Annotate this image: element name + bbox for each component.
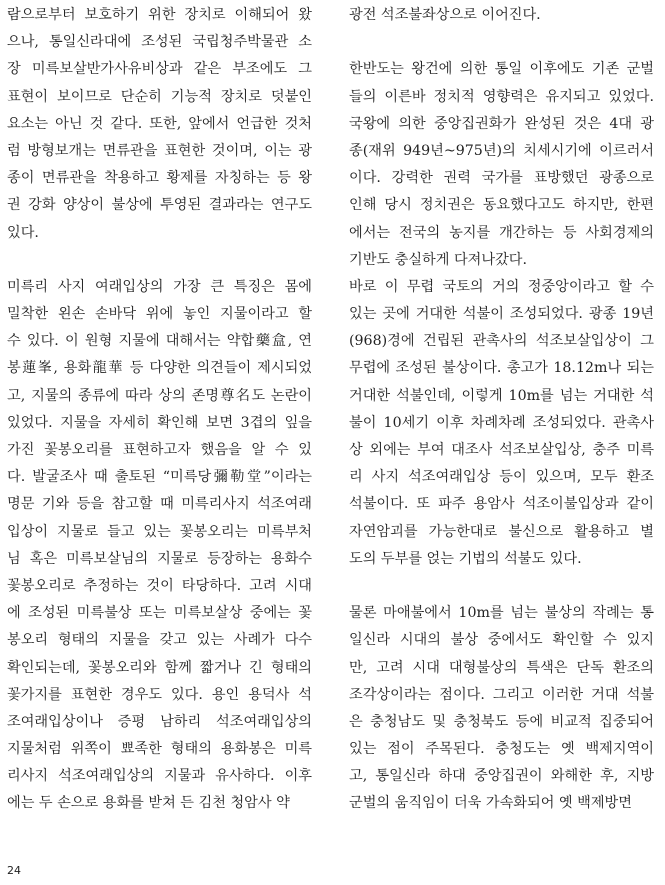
text-line: 군벌의 움직임이 더욱 가속화되어 옛 백제방면 bbox=[349, 795, 632, 812]
text-line: 리사지 석조여래입상의 지물과 유사하다. 이후 bbox=[7, 768, 312, 785]
text-line: 에서는 전국의 농지를 개간하는 등 사회경제의 bbox=[349, 224, 654, 241]
text-line: 님 혹은 미륵보살님의 지물로 등장하는 용화수 bbox=[7, 550, 312, 567]
text-line: 이다. 강력한 권력 국가를 표방했던 광종으로 bbox=[349, 170, 654, 187]
text-line: 불이 10세기 이후 차례차례 조성되었다. 관촉사 bbox=[349, 414, 654, 431]
text-line: 인해 당시 정치권은 동요했다고도 하지만, 한편 bbox=[349, 197, 654, 214]
page-number: 24 bbox=[7, 864, 21, 877]
text-line: 수 있다. 이 원형 지물에 대해서는 약합藥盒, 연 bbox=[7, 333, 312, 350]
text-line: 고, 지물의 종류에 따라 상의 존명尊名도 논란이 bbox=[7, 387, 312, 404]
text-line: 확인되는데, 꽃봉오리와 함께 짧거나 긴 형태의 bbox=[7, 659, 312, 676]
text-line: 지물처럼 위쪽이 뾰족한 형태의 용화봉은 미륵 bbox=[7, 741, 312, 758]
right-column bbox=[349, 2, 654, 818]
left-column bbox=[7, 2, 312, 818]
paragraph bbox=[349, 2, 654, 29]
text-line: 가진 꽃봉오리를 표현하고자 했음을 알 수 있 bbox=[7, 442, 312, 458]
paragraph bbox=[349, 56, 654, 274]
paragraph-gap bbox=[349, 573, 654, 600]
text-line: 람으로부터 보호하기 위한 장치로 이해되어 왔 bbox=[7, 7, 312, 23]
text-line: 있었다. 지물을 자세히 확인해 보면 3겹의 잎을 bbox=[7, 414, 312, 431]
text-line: 봉蓮峯, 용화龍華 등 다양한 의견들이 제시되었 bbox=[7, 360, 312, 377]
text-line: 조여래입상이나 증평 남하리 석조여래입상의 bbox=[7, 713, 312, 730]
text-line: 은 충청남도 및 충청북도 등에 비교적 집중되어 bbox=[349, 713, 654, 730]
text-line: 광전 석조불좌상으로 이어진다. bbox=[349, 7, 541, 23]
text-line: 있는 곳에 거대한 석불이 조성되었다. 광종 19년 bbox=[349, 306, 654, 323]
text-line: 있다. bbox=[7, 224, 39, 241]
text-line: 기반도 충실하게 다져나갔다. bbox=[349, 251, 527, 268]
text-line: 으나, 통일신라대에 조성된 국립청주박물관 소 bbox=[7, 34, 312, 51]
text-line: 꽃가지를 표현한 경우도 있다. 용인 용덕사 석 bbox=[7, 686, 312, 703]
text-line: 권 강화 양상이 불상에 투영된 결과라는 연구도 bbox=[7, 197, 312, 214]
text-line: 고, 통일신라 하대 중앙집권이 와해한 후, 지방 bbox=[349, 768, 654, 785]
text-line: 에는 두 손으로 용화를 받쳐 든 김천 청암사 약 bbox=[7, 795, 290, 812]
text-line: 바로 이 무렵 국토의 거의 정중앙이라고 할 수 bbox=[349, 278, 654, 295]
text-line: 거대한 석불인데, 이렇게 10m를 넘는 거대한 석 bbox=[349, 387, 654, 404]
text-line: 다. 발굴조사 때 출토된 “미륵당彌勒堂”이라는 bbox=[7, 469, 312, 486]
text-line: 요소는 아닌 것 같다. 또한, 앞에서 언급한 것처 bbox=[7, 115, 312, 132]
text-line: 종(재위 949년~975년)의 치세시기에 이르러서 bbox=[349, 142, 654, 159]
paragraph bbox=[349, 274, 654, 573]
paragraph bbox=[349, 600, 654, 818]
text-line: 입상이 지물로 들고 있는 꽃봉오리는 미륵부처 bbox=[7, 523, 312, 540]
text-line: 있는 점이 주목된다. 충청도는 옛 백제지역이 bbox=[349, 741, 654, 758]
paragraph bbox=[7, 2, 312, 247]
text-line: 럼 방형보개는 면류관을 표현한 것이며, 이는 광 bbox=[7, 142, 312, 159]
text-line: 자연암괴를 가능한대로 불신으로 활용하고 별 bbox=[349, 523, 654, 540]
paragraph bbox=[7, 274, 312, 818]
text-line: 꽃봉오리로 추정하는 것이 타당하다. 고려 시대 bbox=[7, 577, 312, 594]
text-line: 무렵에 조성된 불상이다. 총고가 18.12m나 되는 bbox=[349, 360, 654, 377]
text-line: 조각상이라는 점이다. 그리고 이러한 거대 석불 bbox=[349, 686, 654, 703]
text-line: 석불이다. 또 파주 용암사 석조이불입상과 같이 bbox=[349, 496, 654, 513]
text-line: 상 외에는 부여 대조사 석조보살입상, 충주 미륵 bbox=[349, 442, 654, 458]
text-line: (968)경에 건립된 관촉사의 석조보살입상이 그 bbox=[349, 333, 654, 350]
text-line: 봉오리 형태의 지물을 갖고 있는 사례가 다수 bbox=[7, 632, 312, 649]
text-line: 표현이 보이므로 단순히 기능적 장치로 덧붙인 bbox=[7, 88, 312, 105]
paragraph-gap bbox=[7, 247, 312, 274]
text-line: 에 조성된 미륵불상 또는 미륵보살상 중에는 꽃 bbox=[7, 605, 312, 622]
text-line: 종이 면류관을 착용하고 황제를 자칭하는 등 왕 bbox=[7, 170, 312, 187]
text-line: 도의 두부를 얹는 기법의 석불도 있다. bbox=[349, 550, 582, 567]
text-line: 만, 고려 시대 대형불상의 특색은 단독 환조의 bbox=[349, 659, 654, 676]
text-line: 물론 마애불에서 10m를 넘는 불상의 작례는 통 bbox=[349, 605, 654, 622]
text-line: 들의 이른바 정치적 영향력은 유지되고 있었다. bbox=[349, 88, 654, 105]
text-line: 밀착한 왼손 손바닥 위에 놓인 지물이라고 할 bbox=[7, 306, 312, 323]
text-line: 리 사지 석조여래입상 등이 있으며, 모두 환조 bbox=[349, 469, 654, 486]
paragraph-gap bbox=[349, 29, 654, 56]
text-line: 장 미륵보살반가사유비상과 같은 부조에도 그 bbox=[7, 61, 312, 78]
text-line: 한반도는 왕건에 의한 통일 이후에도 기존 군벌 bbox=[349, 61, 654, 78]
text-line: 국왕에 의한 중앙집권화가 완성된 것은 4대 광 bbox=[349, 115, 654, 132]
text-line: 일신라 시대의 불상 중에서도 확인할 수 있지 bbox=[349, 632, 654, 649]
text-line: 미륵리 사지 여래입상의 가장 큰 특징은 몸에 bbox=[7, 278, 312, 295]
text-line: 명문 기와 등을 참고할 때 미륵리사지 석조여래 bbox=[7, 496, 312, 513]
